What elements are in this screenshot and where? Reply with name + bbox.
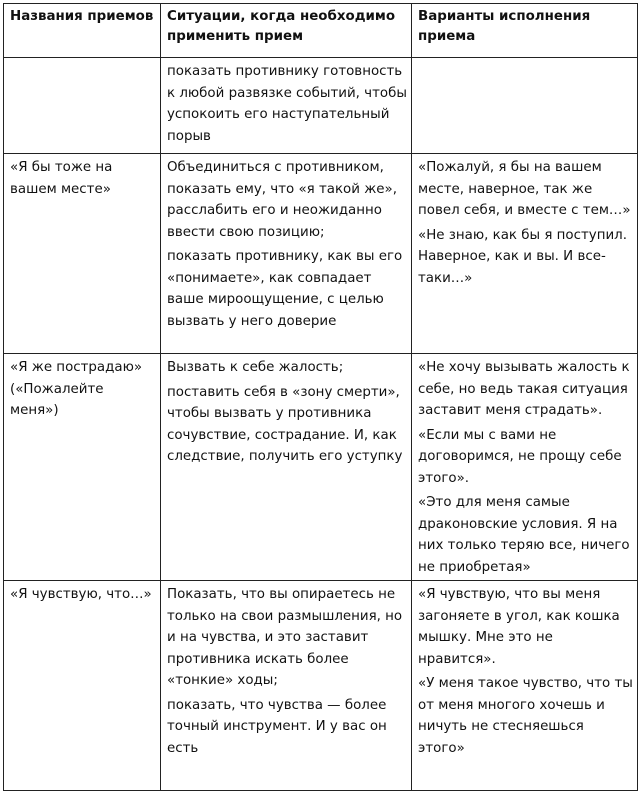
situation-paragraph: Объединиться с противником, показать ему, что «я такой же», расслабить его и неожиданно ввести свою позицию; — [167, 160, 397, 240]
header-situations: Ситуации, когда необходимо применить прием — [161, 4, 412, 58]
variants-cell — [412, 58, 638, 154]
variants-cell — [412, 581, 638, 791]
technique-name-cell: «Я же пострадаю» («Пожалейте меня») — [4, 354, 161, 581]
situations-cell — [161, 154, 412, 354]
variant-paragraph: «Это для меня самые драконовские условия. Я на них только теряю все, ничего не приобретая» — [418, 495, 630, 575]
situation-paragraph: показать противнику готовность к любой развязке событий, чтобы успокоить его наступательный порыв — [167, 64, 407, 144]
situations-cell — [161, 354, 412, 581]
variants-cell — [412, 154, 638, 354]
variant-paragraph: «Если мы с вами не договоримся, не прощу себе этого». — [418, 427, 622, 486]
variant-paragraph: «У меня такое чувство, что ты от меня многого хочешь и ничуть не стесняешься этого» — [418, 676, 633, 756]
table-row — [4, 354, 638, 581]
technique-name-cell — [4, 58, 161, 154]
situation-paragraph: показать, что чувства — более точный инструмент. И у вас он есть — [167, 697, 387, 756]
situation-paragraph: Вызвать к себе жалость; — [167, 360, 344, 375]
situation-paragraph: Показать, что вы опираетесь не только на свои размышления, но и на чувства, и это заставит противника искать более «тонкие» ходы; — [167, 587, 403, 688]
header-technique-name: Названия приемов — [4, 4, 161, 58]
variant-paragraph: «Не знаю, как бы я поступил. Наверное, как и вы. И все-таки…» — [418, 227, 627, 286]
situations-cell — [161, 58, 412, 154]
table-row — [4, 154, 638, 354]
situation-paragraph: показать противнику, как вы его «понимаете», как совпадает ваше мироощущение, с целью вызвать у него доверие — [167, 249, 403, 329]
situations-cell — [161, 581, 412, 791]
variant-paragraph: «Не хочу вызывать жалость к себе, но ведь такая ситуация заставит меня страдать». — [418, 360, 630, 418]
situation-paragraph: поставить себя в «зону смерти», чтобы вызвать у противника сочувствие, сострадание. И, как следствие, получить его уступку — [167, 384, 403, 464]
variant-paragraph: «Я чувствую, что вы меня загоняете в угол, как кошка мышку. Мне это не нравится». — [418, 587, 620, 667]
technique-name-cell: «Я чувствую, что…» — [4, 581, 161, 791]
variant-paragraph: «Пожалуй, я бы на вашем месте, наверное, так же повел себя, и вместе с тем…» — [418, 160, 631, 218]
technique-name-cell: «Я бы тоже на вашем месте» — [4, 154, 161, 354]
header-variants: Варианты исполнения приема — [412, 4, 638, 58]
table-row — [4, 581, 638, 791]
techniques-table — [3, 3, 638, 791]
header-row — [4, 4, 638, 58]
table-row — [4, 58, 638, 154]
variants-cell — [412, 354, 638, 581]
